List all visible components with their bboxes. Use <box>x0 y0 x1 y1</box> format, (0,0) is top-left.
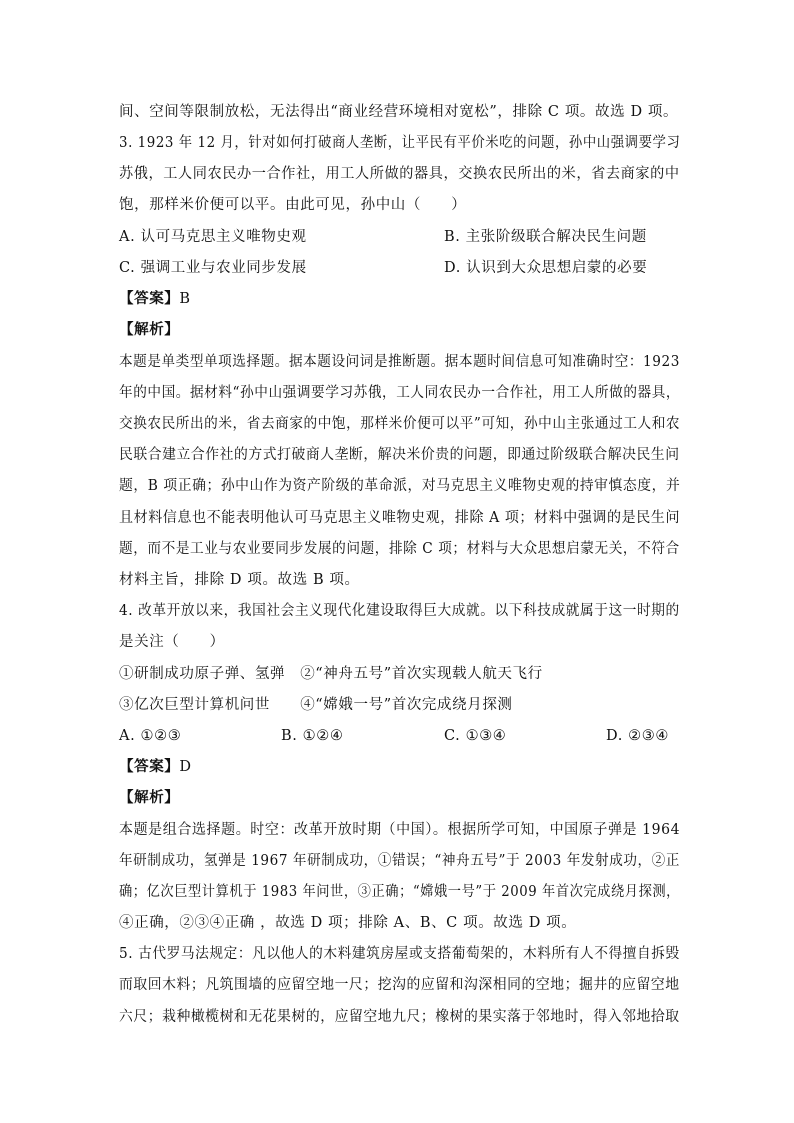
question-3-option-a: A. 认可马克思主义唯物史观 <box>119 229 307 245</box>
answer-tag: 【答案】 <box>119 291 180 307</box>
analysis-4-text: 本题是组合选择题。时空：改革开放时期（中国）。根据所学可知，中国原子弹是 1964 <box>119 822 681 838</box>
question-4-items: ①研制成功原子弹、氢弹 ②“神舟五号”首次实现载人航天飞行 <box>119 666 543 682</box>
question-3-stem: 饱，那样米价便可以平。由此可见，孙中山（ ） <box>119 197 467 213</box>
question-4-items: ③亿次巨型计算机问世 ④“嫦娥一号”首次完成绕月探测 <box>119 697 513 713</box>
analysis-4-text: 确；亿次巨型计算机于 1983 年问世，③正确；“嫦娥一号”于 2009 年首次完成绕月探测， <box>119 884 680 900</box>
question-4-option-b: B. ①②④ <box>281 728 344 744</box>
question-5-stem: 5. 古代罗马法规定：凡以他人的木料建筑房屋或支搭葡萄架的，木料所有人不得擅自拆毁 <box>119 946 680 962</box>
analysis-tag: 【解析】 <box>119 790 180 806</box>
analysis-3-text: 本题是单类型单项选择题。据本题设问词是推断题。据本题时间信息可知准确时空：1923 <box>119 354 680 370</box>
question-4-option-a: A. ①②③ <box>119 728 182 744</box>
analysis-tag: 【解析】 <box>119 322 180 338</box>
question-3-option-c: C. 强调工业与农业同步发展 <box>119 260 307 276</box>
text-line: 间、空间等限制放松，无法得出“商业经营环境相对宽松”，排除 C 项。故选 D 项。 <box>119 104 679 120</box>
answer-4 <box>119 757 192 777</box>
analysis-3-text: 年的中国。据材料“孙中山强调要学习苏俄，工人同农民办一合作社，用工人所做的器具， <box>119 385 681 401</box>
analysis-3-text: 民联合建立合作社的方式打破商人垄断，解决米价贵的问题，即通过阶级联合解决民生问 <box>119 447 680 463</box>
analysis-4-text: 年研制成功，氢弹是 1967 年研制成功，①错误；“神舟五号”于 2003 年发射成功，②正 <box>119 853 680 869</box>
analysis-4-text: ④正确，②③④正确 ，故选 D 项；排除 A、B、C 项。故选 D 项。 <box>119 915 577 931</box>
question-3-option-d: D. 认识到大众思想启蒙的必要 <box>444 260 648 276</box>
question-3-stem: 苏俄，工人同农民办一合作社，用工人所做的器具，交换农民所出的米，省去商家的中 <box>119 166 680 182</box>
analysis-3-text: 题，B 项正确；孙中山作为资产阶级的革命派，对马克思主义唯物史观的持审慎态度，并 <box>119 478 681 494</box>
question-4-option-c: C. ①③④ <box>444 728 507 744</box>
question-5-stem: 六尺；栽种橄榄树和无花果树的，应留空地九尺；橡树的果实落于邻地时，得入邻地拾取 <box>119 1009 680 1025</box>
analysis-3-text: 题，而不是工业与农业要同步发展的问题，排除 C 项；材料与大众思想启蒙无关，不符合 <box>119 541 680 557</box>
analysis-3-text: 交换农民所出的米，省去商家的中饱，那样米价便可以平”可知，孙中山主张通过工人和农 <box>119 416 681 432</box>
question-3-option-b: B. 主张阶级联合解决民生问题 <box>444 229 647 245</box>
analysis-3-tag <box>119 320 179 340</box>
analysis-3-text: 且材料信息也不能表明他认可马克思主义唯物史观，排除 A 项；材料中强调的是民生问 <box>119 510 681 526</box>
answer-3 <box>119 289 191 309</box>
question-4-option-d: D. ②③④ <box>606 728 669 744</box>
question-4-stem: 是关注（ ） <box>119 634 225 650</box>
answer-value: B <box>179 291 191 307</box>
question-4-stem: 4. 改革开放以来，我国社会主义现代化建设取得巨大成就。以下科技成就属于这一时期的 <box>119 603 680 619</box>
answer-value: D <box>179 759 192 775</box>
answer-tag: 【答案】 <box>119 759 180 775</box>
analysis-4-tag <box>119 788 179 808</box>
question-5-stem: 而取回木料；凡筑围墙的应留空地一尺；挖沟的应留和沟深相同的空地；掘井的应留空地 <box>119 977 680 993</box>
question-3-stem: 3. 1923 年 12 月，针对如何打破商人垄断，让平民有平价米吃的问题，孙中山强调要学习 <box>119 135 681 151</box>
analysis-3-text: 材料主旨，排除 D 项。故选 B 项。 <box>119 572 360 588</box>
